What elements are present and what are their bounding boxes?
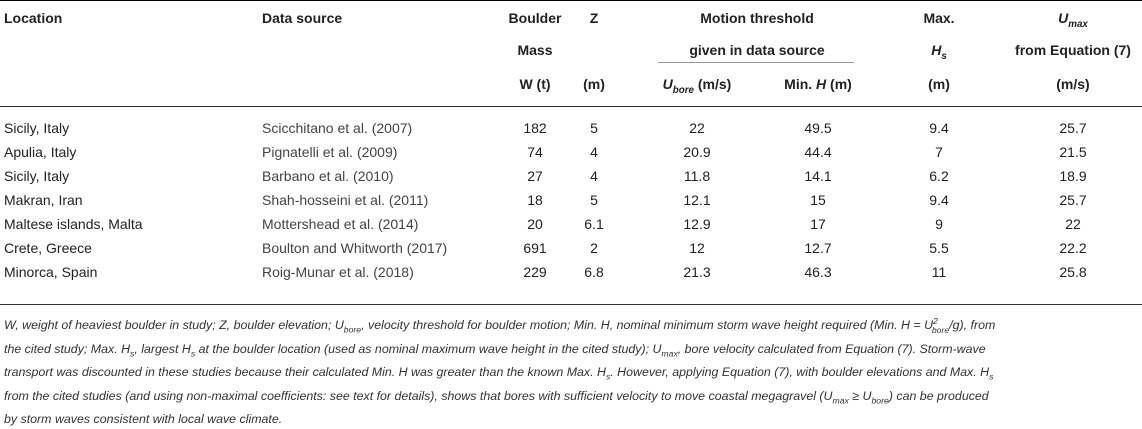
header-max-hs-line1: Max. (923, 10, 955, 26)
table-row (0, 260, 1142, 284)
cell-source: Mottershead et al. (2014) (262, 216, 419, 232)
table-row (0, 212, 1142, 236)
table-row (0, 140, 1142, 164)
cell-max-hs: 9.4 (929, 120, 949, 136)
cell-min-h: 14.1 (804, 168, 832, 184)
cell-ubore: 12 (689, 240, 705, 256)
footnote-line2: the cited study; Max. $H_s$, largest $H_s$ at the boulder location (used as nominal maximum wave height in the cited study); $U_{max}$, bore velocity calculated from Equation (7). Storm-wave (4, 341, 986, 359)
cell-umax: 22.2 (1059, 240, 1087, 256)
header-umax-unit: (m/s) (1056, 76, 1090, 92)
header-min-h: Min. H (m) (784, 76, 852, 92)
table-row (0, 164, 1142, 188)
cell-w: 27 (527, 168, 543, 184)
cell-max-hs: 9 (935, 216, 943, 232)
cell-ubore: 11.8 (683, 168, 711, 184)
cell-ubore: 21.3 (683, 264, 711, 280)
cell-min-h: 44.4 (804, 144, 832, 160)
cell-min-h: 15 (810, 192, 826, 208)
cell-z: 4 (590, 168, 598, 184)
cell-umax: 25.7 (1059, 120, 1087, 136)
cell-w: 182 (523, 120, 547, 136)
table-row (0, 236, 1142, 260)
cell-location: Maltese islands, Malta (4, 216, 143, 232)
cell-location: Minorca, Spain (4, 264, 98, 280)
footnote-line5: by storm waves consistent with local wave climate. (4, 412, 283, 426)
cell-max-hs: 5.5 (929, 240, 949, 256)
cell-ubore: 22 (689, 120, 705, 136)
header-motion-threshold: Motion threshold (700, 10, 814, 26)
cell-source: Barbano et al. (2010) (262, 168, 394, 184)
table-bottom-rule (0, 304, 1142, 305)
cell-source: Scicchitano et al. (2007) (262, 120, 413, 136)
cell-umax: 25.7 (1059, 192, 1087, 208)
cell-location: Sicily, Italy (4, 168, 70, 184)
header-max-hs-line2: $H_s$ (931, 42, 947, 62)
cell-w: 74 (527, 144, 543, 160)
header-max-hs-unit: (m) (928, 76, 950, 92)
header-boulder-line3: W (t) (519, 76, 551, 92)
header-ubore: $U_{bore}$ (m/s) (662, 76, 732, 96)
cell-min-h: 49.5 (804, 120, 832, 136)
cell-z: 2 (590, 240, 598, 256)
cell-umax: 21.5 (1059, 144, 1087, 160)
cell-ubore: 12.9 (683, 216, 711, 232)
cell-location: Sicily, Italy (4, 120, 70, 136)
cell-location: Makran, Iran (4, 192, 83, 208)
cell-ubore: 20.9 (683, 144, 711, 160)
cell-location: Crete, Greece (4, 240, 92, 256)
cell-ubore: 12.1 (683, 192, 711, 208)
header-z-unit: (m) (583, 76, 605, 92)
cell-max-hs: 6.2 (929, 168, 949, 184)
footnote-line1: W, weight of heaviest boulder in study; Z, boulder elevation; $U_{bore}$, velocity threshold for boulder motion; Min. H, nominal minimum storm wave height required (Min. $H = U^2_{bore}/g$), from (4, 316, 996, 335)
header-data-source: Data source (262, 10, 343, 26)
header-boulder-line1: Boulder (508, 10, 562, 26)
table-top-rule (0, 0, 1142, 1)
footnote-line4: from the cited studies (and using non-maximal coefficients: see text for details), shows that bores with sufficient velocity to move coastal megagravel $(U_{max} \ge U_{bore})$ can be produced (4, 388, 989, 405)
header-umax-line2: from Equation (7) (1015, 42, 1131, 58)
table-row (0, 116, 1142, 140)
cell-w: 691 (523, 240, 547, 256)
cell-umax: 18.9 (1059, 168, 1087, 184)
cell-source: Roig-Munar et al. (2018) (262, 264, 414, 280)
cell-min-h: 46.3 (804, 264, 832, 280)
cell-min-h: 12.7 (804, 240, 832, 256)
header-bottom-rule (0, 106, 1142, 107)
table-footnote (4, 312, 1136, 429)
cell-z: 5 (590, 192, 598, 208)
cell-umax: 22 (1065, 216, 1081, 232)
header-umax-line1: $U_{max}$ (1058, 10, 1088, 30)
table-row (0, 188, 1142, 212)
header-boulder-line2: Mass (517, 42, 553, 58)
header-motion-given: given in data source (689, 42, 825, 58)
cell-z: 6.8 (584, 264, 604, 280)
cell-umax: 25.8 (1059, 264, 1087, 280)
cell-source: Boulton and Whitworth (2017) (262, 240, 448, 256)
cell-w: 20 (527, 216, 543, 232)
cell-w: 18 (527, 192, 543, 208)
header-z: Z (589, 10, 599, 26)
header-motion-underline (658, 62, 854, 63)
cell-z: 6.1 (584, 216, 604, 232)
footnote-line3: transport was discounted in these studies because their calculated Min. H was greater than the known Max. $H_s$. However, applying Equation (7), with boulder elevations and Max. $H_s$ (4, 365, 994, 382)
cell-source: Pignatelli et al. (2009) (262, 144, 398, 160)
cell-location: Apulia, Italy (4, 144, 77, 160)
cell-z: 5 (590, 120, 598, 136)
cell-min-h: 17 (810, 216, 826, 232)
cell-source: Shah-hosseini et al. (2011) (262, 192, 429, 208)
cell-z: 4 (590, 144, 598, 160)
cell-w: 229 (523, 264, 547, 280)
cell-max-hs: 7 (935, 144, 943, 160)
header-location: Location (4, 10, 63, 26)
cell-max-hs: 9.4 (929, 192, 949, 208)
cell-max-hs: 11 (931, 264, 947, 280)
